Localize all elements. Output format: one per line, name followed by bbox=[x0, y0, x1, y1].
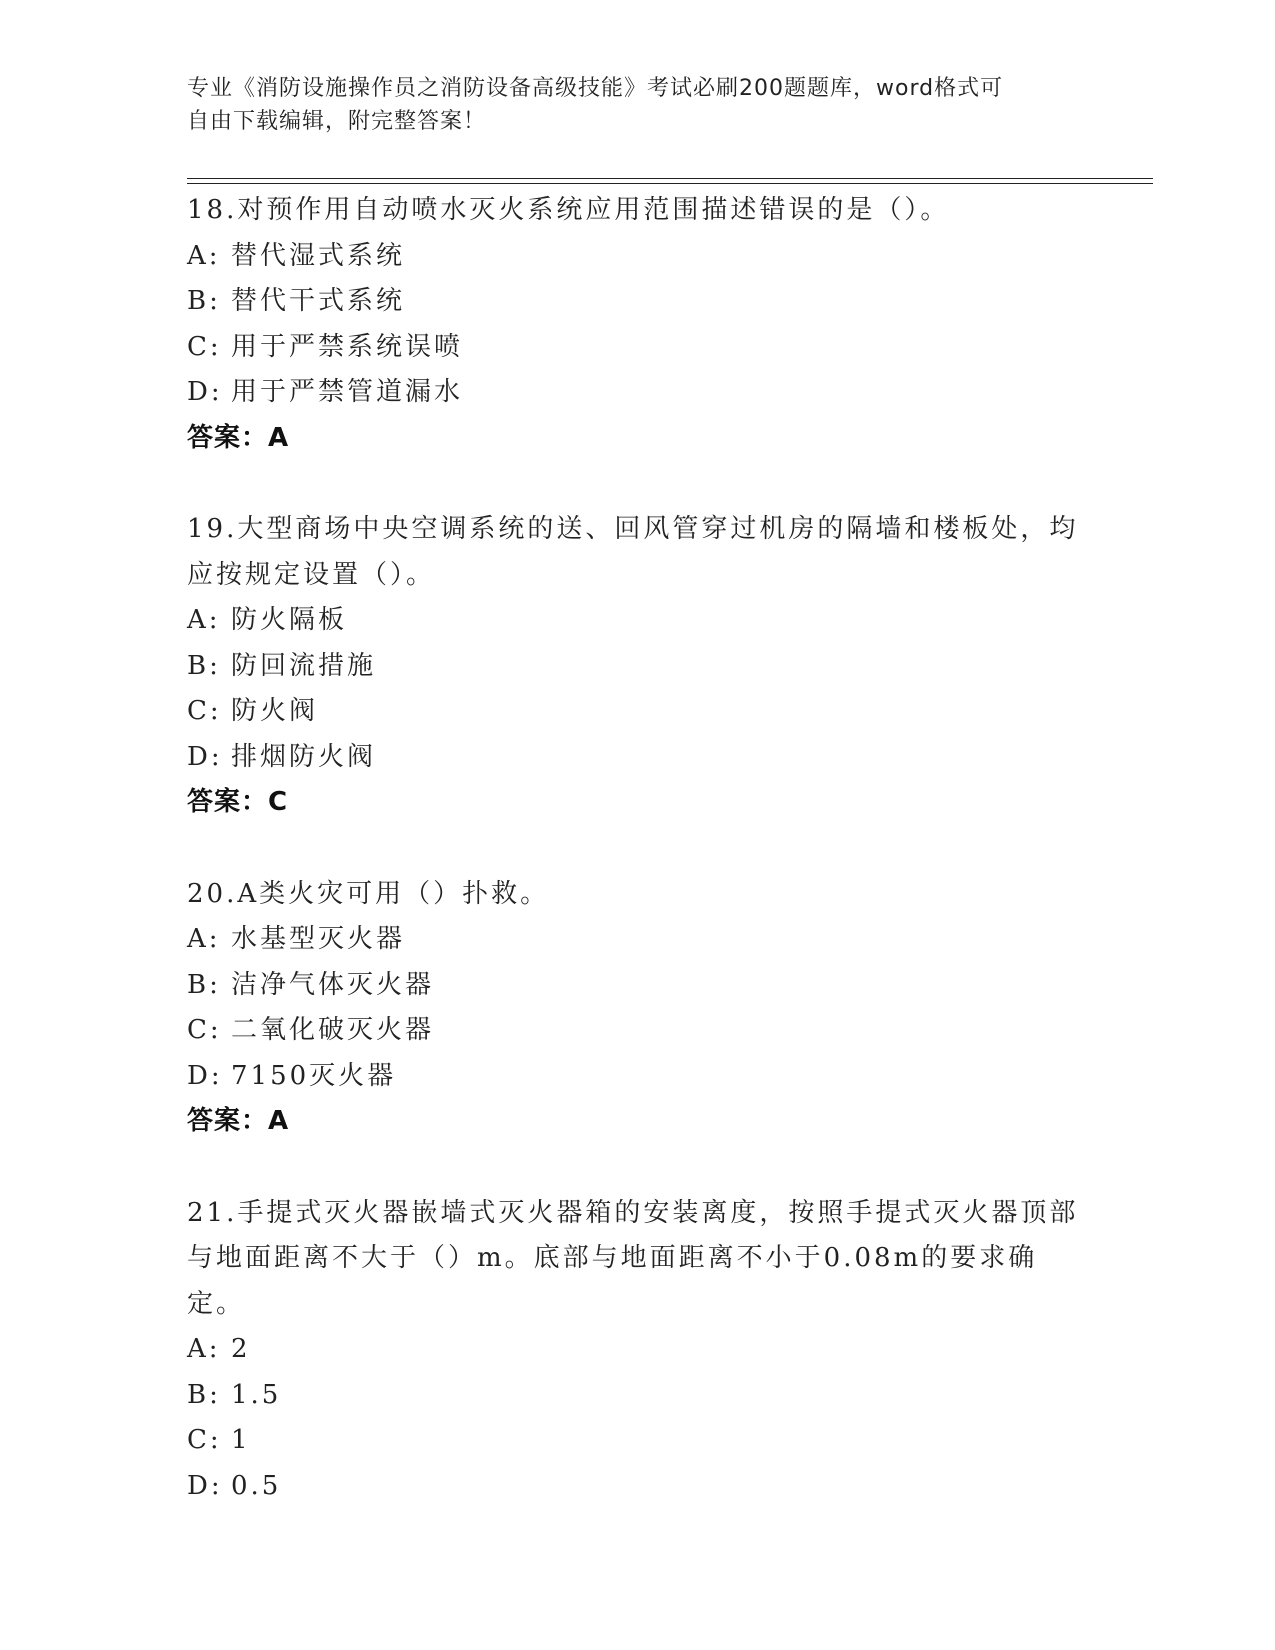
answer-label: 答案： bbox=[187, 422, 269, 453]
answer-label: 答案： bbox=[187, 787, 269, 817]
option-d bbox=[187, 1464, 1087, 1510]
answer-value: A bbox=[268, 422, 290, 453]
option-b bbox=[187, 279, 1087, 325]
option-text: 7150灭火器 bbox=[231, 1060, 397, 1091]
option-label: C: bbox=[187, 1425, 222, 1455]
question-19 bbox=[187, 507, 1087, 826]
option-label: A: bbox=[187, 240, 221, 271]
answer-line bbox=[187, 1099, 1087, 1145]
option-label: A: bbox=[187, 605, 221, 635]
question-21 bbox=[187, 1191, 1087, 1510]
option-text: 用于严禁系统误喷 bbox=[231, 331, 464, 362]
option-c bbox=[187, 325, 1087, 371]
answer-value: C bbox=[268, 787, 289, 817]
option-label: C: bbox=[187, 696, 222, 726]
option-c bbox=[187, 689, 1087, 735]
option-label: B: bbox=[187, 969, 221, 1000]
option-b bbox=[187, 1373, 1087, 1419]
option-b bbox=[187, 963, 1087, 1009]
question-20 bbox=[187, 872, 1087, 1145]
option-text: 2 bbox=[231, 1334, 251, 1364]
question-18 bbox=[187, 188, 1087, 461]
option-d bbox=[187, 735, 1087, 781]
question-stem-line-2: 应按规定设置（）。 bbox=[187, 559, 436, 590]
option-label: D: bbox=[187, 1060, 223, 1091]
option-text: 防火隔板 bbox=[231, 605, 348, 635]
option-a bbox=[187, 1327, 1087, 1373]
question-list bbox=[187, 188, 1087, 1555]
question-stem: 18.对预作用自动喷水灭火系统应用范围描述错误的是（）。 bbox=[187, 195, 950, 225]
option-text: 替代湿式系统 bbox=[231, 240, 406, 271]
option-d bbox=[187, 1054, 1087, 1100]
header-line-2: 自由下载编辑，附完整答案！ bbox=[187, 109, 487, 134]
header-line-1: 专业《消防设施操作员之消防设备高级技能》考试必刷200题题库，word格式可 bbox=[187, 76, 1004, 101]
option-label: D: bbox=[187, 741, 223, 772]
option-label: D: bbox=[187, 377, 223, 407]
option-text: 用于严禁管道漏水 bbox=[231, 377, 464, 407]
option-text: 排烟防火阀 bbox=[231, 741, 377, 772]
header-divider-top bbox=[187, 178, 1153, 179]
option-text: 防火阀 bbox=[231, 696, 319, 726]
option-d bbox=[187, 370, 1087, 416]
option-label: C: bbox=[187, 331, 222, 362]
option-label: C: bbox=[187, 1015, 222, 1045]
answer-value: A bbox=[268, 1106, 290, 1136]
option-text: 洁净气体灭火器 bbox=[231, 969, 435, 1000]
option-c bbox=[187, 1418, 1087, 1464]
question-stem-line-2: 与地面距离不大于（）m。底部与地面距离不小于0.08m的要求确定。 bbox=[187, 1243, 1038, 1319]
option-text: 水基型灭火器 bbox=[231, 924, 406, 954]
option-text: 替代干式系统 bbox=[231, 286, 406, 316]
option-text: 0.5 bbox=[231, 1470, 282, 1501]
option-a bbox=[187, 917, 1087, 963]
option-label: D: bbox=[187, 1470, 223, 1501]
option-label: B: bbox=[187, 650, 221, 681]
option-a bbox=[187, 598, 1087, 644]
header-divider-bottom bbox=[187, 183, 1153, 184]
question-stem-line-1: 19.大型商场中央空调系统的送、回风管穿过机房的隔墙和楼板处，均 bbox=[187, 514, 1079, 544]
option-b bbox=[187, 644, 1087, 690]
option-label: A: bbox=[187, 924, 221, 954]
document-header bbox=[187, 72, 1087, 138]
option-label: A: bbox=[187, 1334, 221, 1364]
answer-label: 答案： bbox=[187, 1106, 269, 1136]
option-text: 1.5 bbox=[231, 1379, 282, 1410]
option-text: 二氧化破灭火器 bbox=[231, 1015, 435, 1045]
answer-line bbox=[187, 780, 1087, 826]
option-label: B: bbox=[187, 1379, 221, 1410]
option-label: B: bbox=[187, 286, 221, 316]
option-c bbox=[187, 1008, 1087, 1054]
option-text: 1 bbox=[231, 1425, 251, 1455]
question-stem: 20.A类火灾可用（）扑救。 bbox=[187, 878, 550, 909]
answer-line bbox=[187, 416, 1087, 462]
question-stem-line-1: 21.手提式灭火器嵌墙式灭火器箱的安装离度，按照手提式灭火器顶部 bbox=[187, 1197, 1079, 1228]
option-a bbox=[187, 234, 1087, 280]
option-text: 防回流措施 bbox=[231, 650, 377, 681]
